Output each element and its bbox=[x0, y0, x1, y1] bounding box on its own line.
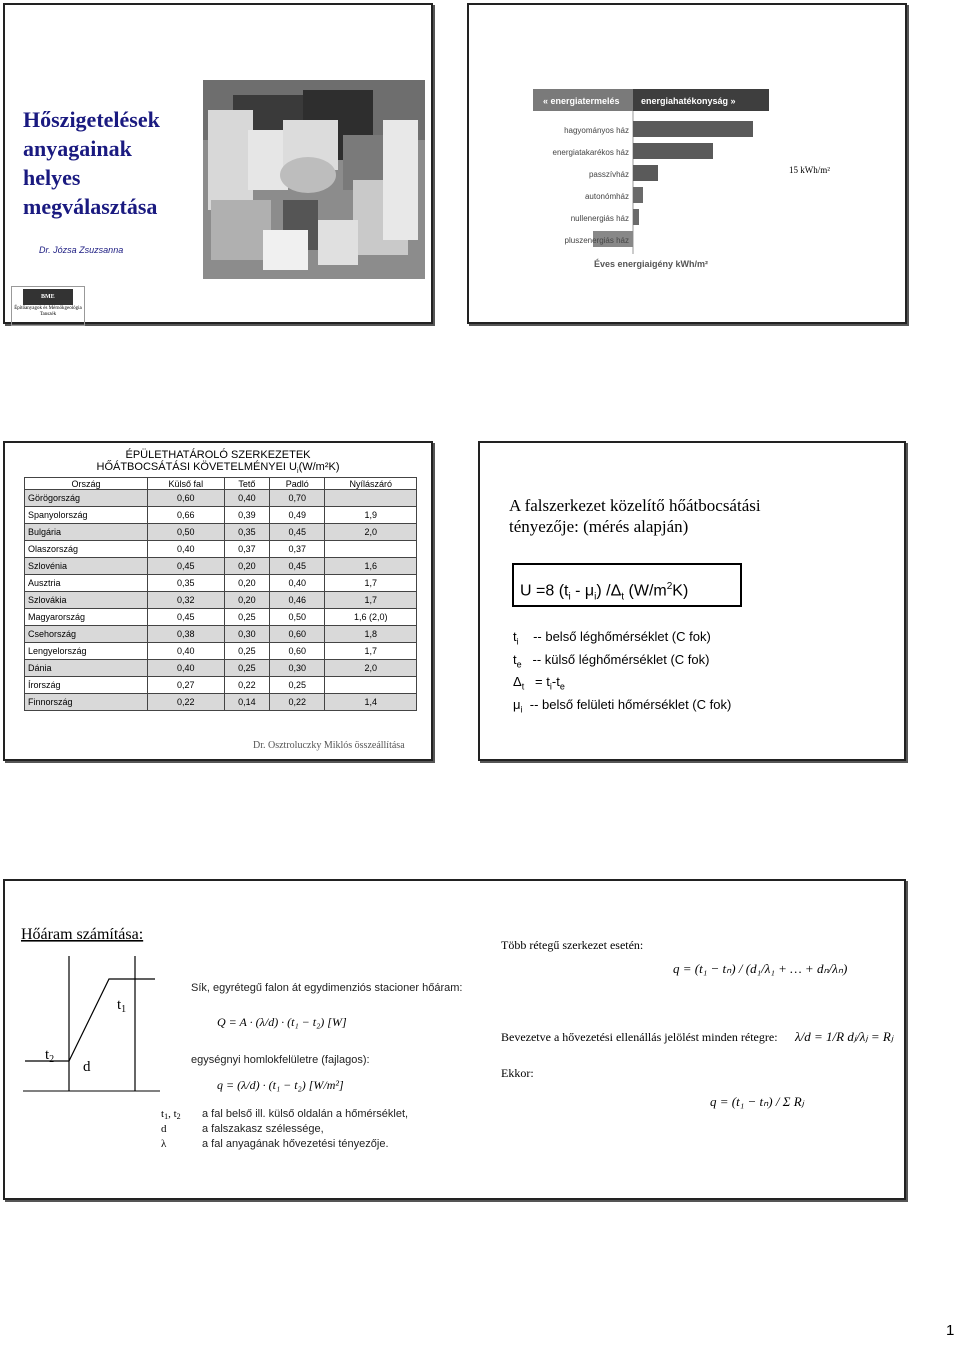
value-cell: 0,46 bbox=[270, 592, 325, 609]
table-header-row bbox=[25, 478, 417, 490]
slide-u-requirements bbox=[3, 441, 433, 761]
logo-text: BME bbox=[41, 294, 55, 300]
slide-energy-classes bbox=[467, 3, 907, 324]
table-row bbox=[25, 660, 417, 677]
value-cell: 0,30 bbox=[270, 660, 325, 677]
value-cell: 1,9 bbox=[325, 507, 417, 524]
value-cell: 0,25 bbox=[224, 609, 269, 626]
value-cell: 1,7 bbox=[325, 592, 417, 609]
category-label-1: hagyományos ház bbox=[564, 126, 629, 135]
value-cell: 0,22 bbox=[224, 677, 269, 694]
passive-house-annotation: 15 kWh/m² bbox=[789, 165, 830, 175]
value-cell: 0,14 bbox=[224, 694, 269, 711]
bar-autonomhaz bbox=[633, 187, 643, 203]
table-row bbox=[25, 694, 417, 711]
table-title-line1: ÉPÜLETHATÁROLÓ SZERKEZETEK bbox=[125, 449, 311, 461]
value-cell: 1,7 bbox=[325, 575, 417, 592]
category-label-4: autonómház bbox=[584, 192, 629, 201]
legend-item: $t_i$ -- belső léghőmérséklet (C fok) bbox=[513, 629, 711, 647]
table-row bbox=[25, 524, 417, 541]
table-row bbox=[25, 558, 417, 575]
value-cell: 0,60 bbox=[270, 626, 325, 643]
col-header: Tető bbox=[224, 478, 269, 490]
heat-flow-content bbox=[5, 881, 904, 1198]
table-row bbox=[25, 626, 417, 643]
value-cell: 0,49 bbox=[270, 507, 325, 524]
header-right: energiahatékonyság » bbox=[641, 96, 736, 106]
multilayer-text: Több rétegű szerkezet esetén: bbox=[501, 938, 644, 952]
bar-hagyomanyos bbox=[633, 121, 753, 137]
country-cell: Írország bbox=[25, 677, 148, 694]
col-header: Ország bbox=[25, 478, 148, 490]
department-name: Építőanyagok és Mérnökgeológia Tanszék bbox=[14, 306, 82, 317]
value-cell: 0,40 bbox=[147, 541, 224, 558]
country-cell: Szlovénia bbox=[25, 558, 148, 575]
value-cell: 0,70 bbox=[270, 490, 325, 507]
bar-passzivhaz bbox=[633, 165, 658, 181]
formula-q-multilayer: q = (t₁ − tₙ) / (d₁/λ₁ + … + dₙ/λₙ) bbox=[673, 961, 848, 976]
value-cell: 1,8 bbox=[325, 626, 417, 643]
header-left: « energiatermelés bbox=[543, 96, 620, 106]
country-cell: Görögország bbox=[25, 490, 148, 507]
table-row bbox=[25, 541, 417, 558]
value-cell: 0,35 bbox=[224, 524, 269, 541]
table-title-line2: HŐÁTBOCSÁTÁSI KÖVETELMÉNYEI $U_i(W/m^2K)$ bbox=[96, 461, 340, 476]
value-cell: 0,25 bbox=[270, 677, 325, 694]
value-cell: 0,40 bbox=[147, 643, 224, 660]
value-cell: 0,39 bbox=[224, 507, 269, 524]
value-cell: 0,38 bbox=[147, 626, 224, 643]
country-cell: Magyarország bbox=[25, 609, 148, 626]
col-header: Padló bbox=[270, 478, 325, 490]
value-cell: 0,35 bbox=[147, 575, 224, 592]
table-row bbox=[25, 677, 417, 694]
table-row bbox=[25, 490, 417, 507]
legend-sym-1: t1, t2 bbox=[161, 1108, 181, 1121]
value-cell: 0,22 bbox=[270, 694, 325, 711]
insulation-materials-photo bbox=[203, 80, 425, 279]
bar-energiatakarekos bbox=[633, 143, 713, 159]
value-cell: 0,45 bbox=[147, 609, 224, 626]
label-t1: $t_1$ bbox=[117, 997, 127, 1015]
value-cell: 1,6 (2,0) bbox=[325, 609, 417, 626]
label-d: d bbox=[83, 1059, 91, 1075]
value-cell: 0,20 bbox=[224, 592, 269, 609]
value-cell: 0,40 bbox=[224, 490, 269, 507]
u-formula: U =8 $(t_i - \mu_i)$ $/\Delta_t$ $(W/m^2K)$ bbox=[512, 563, 742, 607]
formula-q: q = (λ/d) · (t₁ − t₂) [W/m²] bbox=[217, 1078, 344, 1092]
resistance-text: Bevezetve a hővezetési ellenállás jelölést minden rétegre: bbox=[501, 1030, 778, 1044]
col-header: Külső fal bbox=[147, 478, 224, 490]
slide-title bbox=[3, 3, 433, 324]
specific-text: egységnyi homlokfelületre (fajlagos): bbox=[191, 1054, 370, 1066]
country-cell: Ausztria bbox=[25, 575, 148, 592]
bar-nullenergias bbox=[633, 209, 639, 225]
value-cell: 1,6 bbox=[325, 558, 417, 575]
value-cell: 0,40 bbox=[147, 660, 224, 677]
heat-flow-title: Hőáram számítása: bbox=[21, 926, 144, 943]
value-cell: 0,37 bbox=[224, 541, 269, 558]
single-layer-text: Sík, egyrétegű falon át egydimenziós stacioner hőáram: bbox=[191, 982, 463, 994]
country-cell: Lengyelország bbox=[25, 643, 148, 660]
value-cell: 0,45 bbox=[270, 524, 325, 541]
bme-building-emblem bbox=[23, 289, 73, 305]
formula-Q: Q = A · (λ/d) · (t₁ − t₂) [W] bbox=[217, 1015, 347, 1029]
value-cell: 1,4 bbox=[325, 694, 417, 711]
legend-text-2: a falszakasz szélessége, bbox=[202, 1123, 324, 1135]
slide-heading: A falszerkezet közelítő hőátbocsátási tényezője: (mérés alapján) bbox=[509, 496, 761, 536]
formula-resistance: λ/d = 1/R dⱼ/λⱼ = Rⱼ bbox=[795, 1029, 894, 1044]
country-cell: Finnország bbox=[25, 694, 148, 711]
table-credit: Dr. Osztroluczky Miklós összeállítása bbox=[253, 740, 405, 751]
page-number: 1 bbox=[946, 1322, 955, 1339]
slide-u-estimate bbox=[478, 441, 906, 761]
value-cell: 2,0 bbox=[325, 660, 417, 677]
value-cell: 0,60 bbox=[270, 643, 325, 660]
value-cell: 0,60 bbox=[147, 490, 224, 507]
legend-item: $t_e$ -- külső léghőmérséklet (C fok) bbox=[513, 651, 710, 670]
value-cell: 0,22 bbox=[147, 694, 224, 711]
category-label-2: energiatakarékos ház bbox=[552, 148, 629, 157]
value-cell: 0,45 bbox=[270, 558, 325, 575]
country-cell: Spanyolország bbox=[25, 507, 148, 524]
value-cell: 0,32 bbox=[147, 592, 224, 609]
value-cell: 0,30 bbox=[224, 626, 269, 643]
value-cell: 0,37 bbox=[270, 541, 325, 558]
legend-text-1: a fal belső ill. külső oldalán a hőmérséklet, bbox=[202, 1108, 409, 1120]
value-cell: 0,50 bbox=[147, 524, 224, 541]
value-cell: 1,7 bbox=[325, 643, 417, 660]
value-cell: 0,45 bbox=[147, 558, 224, 575]
value-cell: 0,40 bbox=[270, 575, 325, 592]
category-label-5: nullenergiás ház bbox=[570, 214, 629, 223]
legend-item: $\mu_i$ -- belső felületi hőmérséklet (C fok) bbox=[513, 696, 732, 715]
value-cell: 0,25 bbox=[224, 660, 269, 677]
value-cell: 0,25 bbox=[224, 643, 269, 660]
u-value-table bbox=[24, 477, 417, 711]
value-cell: 0,50 bbox=[270, 609, 325, 626]
table-row bbox=[25, 575, 417, 592]
energy-demand-graphic bbox=[533, 89, 769, 269]
legend-sym-3: λ bbox=[161, 1138, 167, 1150]
presentation-title: Hőszigetelések anyagainak helyes megválasztása bbox=[23, 107, 160, 219]
country-cell: Szlovákia bbox=[25, 592, 148, 609]
formula-q-sum: q = (t₁ − tₙ) / Σ Rⱼ bbox=[710, 1094, 804, 1109]
table-row bbox=[25, 507, 417, 524]
category-label-6: pluszenergiás ház bbox=[564, 236, 629, 245]
table-row bbox=[25, 592, 417, 609]
author-name: Dr. Józsa Zsuzsanna bbox=[39, 245, 124, 255]
slide-heat-flow bbox=[3, 879, 906, 1200]
table-row bbox=[25, 609, 417, 626]
table-row bbox=[25, 643, 417, 660]
formula-legend bbox=[513, 628, 731, 718]
col-header: Nyílászáró bbox=[325, 478, 417, 490]
value-cell: 0,27 bbox=[147, 677, 224, 694]
legend-item: $\Delta_t$ = $t_i-t_e$ bbox=[513, 674, 565, 692]
table-title bbox=[5, 449, 431, 478]
value-cell bbox=[325, 677, 417, 694]
legend-sym-2: d bbox=[161, 1123, 167, 1135]
bme-logo bbox=[11, 286, 85, 326]
country-cell: Csehország bbox=[25, 626, 148, 643]
value-cell bbox=[325, 541, 417, 558]
then-text: Ekkor: bbox=[501, 1066, 534, 1080]
legend-text-3: a fal anyagának hővezetési tényezője. bbox=[202, 1138, 389, 1150]
value-cell: 0,20 bbox=[224, 558, 269, 575]
category-label-3: passzívház bbox=[588, 170, 629, 179]
value-cell bbox=[325, 490, 417, 507]
value-cell: 2,0 bbox=[325, 524, 417, 541]
country-cell: Olaszország bbox=[25, 541, 148, 558]
label-t2: $t_2$ bbox=[45, 1047, 55, 1065]
value-cell: 0,20 bbox=[224, 575, 269, 592]
country-cell: Bulgária bbox=[25, 524, 148, 541]
value-cell: 0,66 bbox=[147, 507, 224, 524]
country-cell: Dánia bbox=[25, 660, 148, 677]
x-axis-label: Éves energiaigény kWh/m² bbox=[593, 259, 709, 269]
